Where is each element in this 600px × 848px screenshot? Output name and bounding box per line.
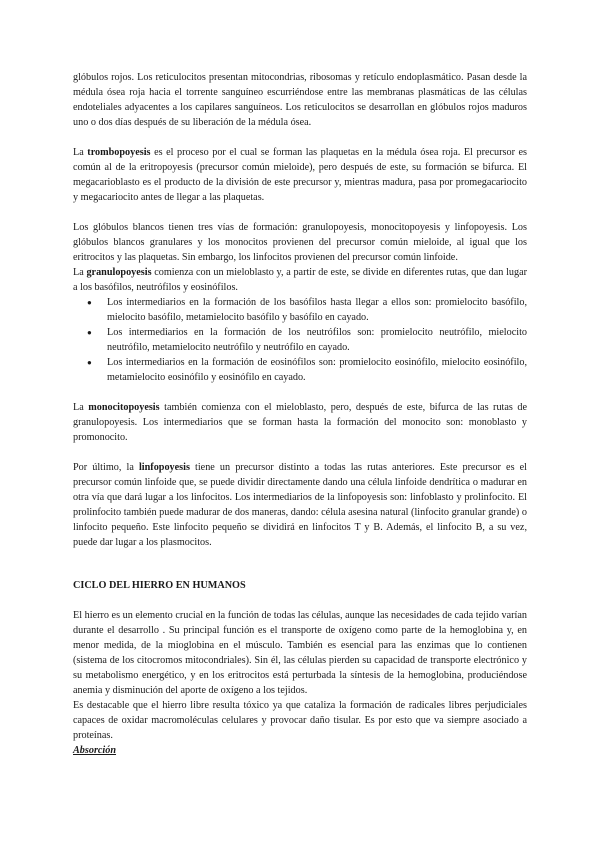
subsection-heading: Absorción — [73, 745, 117, 756]
spacer — [73, 205, 527, 220]
term-linfopoyesis: linfopoyesis — [138, 462, 190, 473]
text-run: también comienza con el mieloblasto, pero, después de este, bifurca de las rutas de granulopoyesis. Los intermediarios que se forman hasta la formación del monocito son: monoblasto y promonocito. — [73, 402, 528, 443]
text-run: es el proceso por el cual se forman las plaquetas en la médula ósea roja. El precursor es común al de la eritropoyesis (precursor común mieloide), pero después de este, su formación se bifurca. El megacarioblasto es el producto de la división de este precursor y, mientras madura, pasa por promegacariocito y megacariocito antes de llegar a las plaquetas. — [73, 147, 527, 203]
paragraph-hierro-funcion: El hierro es un elemento crucial en la función de todas las células, aunque las necesidades de cada tejido varían durante el desarrollo . Su principal función es el transporte de oxígeno como parte de la hemoglobina y, en menor medida, de la mioglobina en el músculo. También es esencial para las enzimas que lo contienen (sistema de los citocromos mitocondriales). Sin él, las células pierden su capacidad de transporte electrónico y su metabolismo energético, y en los eritrocitos está perturbada la síntesis de la hemoglobina, produciéndose anemia y disminución del aporte de oxígeno a los tejidos. — [73, 610, 527, 696]
section-heading: CICLO DEL HIERRO EN HUMANOS — [73, 580, 246, 591]
bullet-eosinofilos: ● Los intermediarios en la formación de eosinófilos son: promielocito eosinófilo, mielocito eosinófilo, metamielocito eosinófilo y eosinófilo en cayado. — [107, 355, 527, 385]
paragraph-linfopoyesis — [73, 460, 527, 550]
paragraph-globulos-blancos: Los glóbulos blancos tienen tres vías de formación: granulopoyesis, monocitopoyesis y linfopoyesis. Los glóbulos blancos granulares y los monocitos provienen del precursor común mieloide, al igual que los eritrocitos y las plaquetas. Sin embargo, los linfocitos provienen del precursor común linfoide. — [73, 222, 527, 263]
spacer — [73, 445, 527, 460]
term-trombopoyesis: trombopoyesis — [87, 147, 151, 158]
spacer — [73, 385, 527, 400]
text-run: Por último, la — [73, 462, 139, 473]
paragraph-trombopoyesis — [73, 145, 527, 205]
bullet-list — [73, 295, 527, 385]
paragraph-hierro-toxico: Es destacable que el hierro libre resulta tóxico ya que cataliza la formación de radicales libres perjudiciales capaces de oxidar macromoléculas celulares y provocar daño tisular. Es por esto que va siempre asociado a proteínas. — [73, 700, 527, 741]
text-run: La — [73, 402, 89, 413]
term-monocitopoyesis: monocitopoyesis — [88, 402, 160, 413]
text-run: comienza con un mieloblasto y, a partir de este, se divide en diferentes rutas, que dan lugar a los basófilos, neutrófilos y eosinófilos. — [73, 267, 527, 293]
bullet-basofilos: ● Los intermediarios en la formación de los basófilos hasta llegar a ellos son: promielocito basófilo, mielocito basófilo, metamielocito basófilo y basófilo en cayado. — [107, 295, 527, 325]
spacer — [73, 593, 527, 608]
spacer — [73, 130, 527, 145]
paragraph-monocitopoyesis — [73, 400, 527, 445]
text-run: tiene un precursor distinto a todas las rutas anteriores. Este precursor es el precursor común linfoide que, se puede dividir directamente dando una célula linfoide dendrítica o madurar en otra vía que dará lugar a los linfocitos. Los intermediarios de la linfopoyesis son: linfoblasto y prolinfocito. El prolinfocito también puede madurar de dos maneras, dando: célula asesina natural (linfocito granular grande) o linfocito pequeño. Este linfocito pequeño se dividirá en linfocitos T y B. Además, el linfocito B, a su vez, puede dar lugar a los plasmocitos. — [73, 462, 527, 548]
term-granulopoyesis: granulopoyesis — [86, 267, 152, 278]
spacer — [73, 550, 527, 578]
paragraph-reticulocitos: glóbulos rojos. Los reticulocitos presentan mitocondrias, ribosomas y retículo endoplasmático. Pasan desde la médula ósea roja hacia el torrente sanguíneo escurriéndose entre las membranas plasmáticas de las células endoteliales adyacentes a los capilares sanguíneos. Los reticulocitos se desarrollan en glóbulos rojos maduros uno o dos días después de su liberación de la médula ósea. — [73, 72, 527, 128]
text-run: La — [73, 267, 87, 278]
paragraph-granulopoyesis — [73, 265, 527, 295]
bullet-neutrofilos: ● Los intermediarios en la formación de los neutrófilos son: promielocito neutrófilo, mielocito neutrófilo, metamielocito neutrófilo y neutrófilo en cayado. — [107, 325, 527, 355]
text-run: La — [73, 147, 88, 158]
